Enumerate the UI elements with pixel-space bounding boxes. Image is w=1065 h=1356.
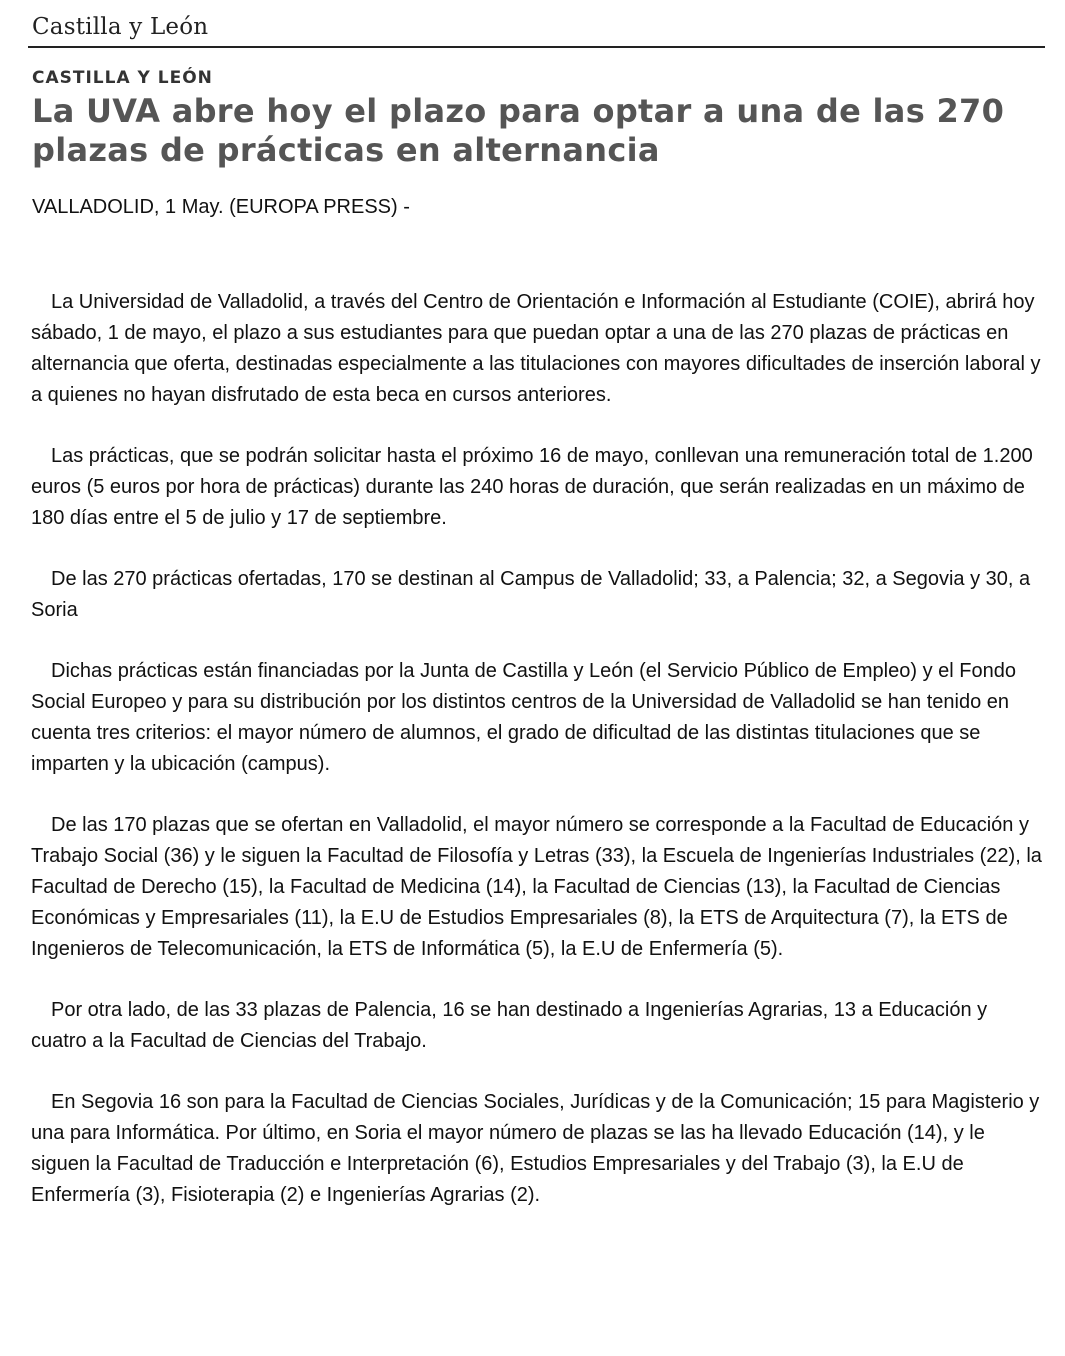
section-header: Castilla y León <box>32 14 209 40</box>
paragraph: Por otra lado, de las 33 plazas de Palencia, 16 se han destinado a Ingenierías Agrarias, 13 a Educación y cuatro a la Facultad de Ciencias del Trabajo. <box>31 999 988 1052</box>
article-body <box>31 287 1043 1241</box>
paragraph: En Segovia 16 son para la Facultad de Ciencias Sociales, Jurídicas y de la Comunicación; 15 para Magisterio y una para Informática. Por último, en Soria el mayor número de plazas se las ha llevado Educación (14), y le siguen la Facultad de Traducción e Interpretación (6), Estudios Empresariales y del Trabajo (3), la E.U de Enfermería (3), Fisioterapia (2) e Ingenierías Agrarias (2). <box>31 1091 1040 1206</box>
paragraph: Las prácticas, que se podrán solicitar hasta el próximo 16 de mayo, conllevan una remuneración total de 1.200 euros (5 euros por hora de prácticas) durante las 240 horas de duración, que serán realizadas en un máximo de 180 días entre el 5 de julio y 17 de septiembre. <box>31 445 1033 529</box>
dateline: VALLADOLID, 1 May. (EUROPA PRESS) - <box>32 196 410 218</box>
headline: La UVA abre hoy el plazo para optar a una de las 270 plazas de prácticas en alternancia <box>32 92 1005 169</box>
paragraph: Dichas prácticas están financiadas por la Junta de Castilla y León (el Servicio Público de Empleo) y el Fondo Social Europeo y para su distribución por los distintos centros de la Universidad de Valladolid se han tenido en cuenta tres criterios: el mayor número de alumnos, el grado de dificultad de las distintas titulaciones que se imparten y la ubicación (campus). <box>31 660 1016 775</box>
paragraph: De las 270 prácticas ofertadas, 170 se destinan al Campus de Valladolid; 33, a Palencia; 32, a Segovia y 30, a Soria <box>31 568 1031 621</box>
paragraph: De las 170 plazas que se ofertan en Valladolid, el mayor número se corresponde a la Facultad de Educación y Trabajo Social (36) y le siguen la Facultad de Filosofía y Letras (33), la Escuela de Ingenierías Industriales (22), la Facultad de Derecho (15), la Facultad de Medicina (14), la Facultad de Ciencias (13), la Facultad de Ciencias Económicas y Empresariales (11), la E.U de Estudios Empresariales (8), la ETS de Arquitectura (7), la ETS de Ingenieros de Telecomunicación, la ETS de Informática (5), la E.U de Enfermería (5). <box>31 814 1042 960</box>
header-rule <box>28 46 1045 48</box>
paragraph: La Universidad de Valladolid, a través del Centro de Orientación e Información al Estudiante (COIE), abrirá hoy sábado, 1 de mayo, el plazo a sus estudiantes para que puedan optar a una de las 270 plazas de prácticas en alternancia que oferta, destinadas especialmente a las titulaciones con mayores dificultades de inserción laboral y a quienes no hayan disfrutado de esta beca en cursos anteriores. <box>31 291 1041 406</box>
kicker: CASTILLA Y LEÓN <box>32 68 213 88</box>
